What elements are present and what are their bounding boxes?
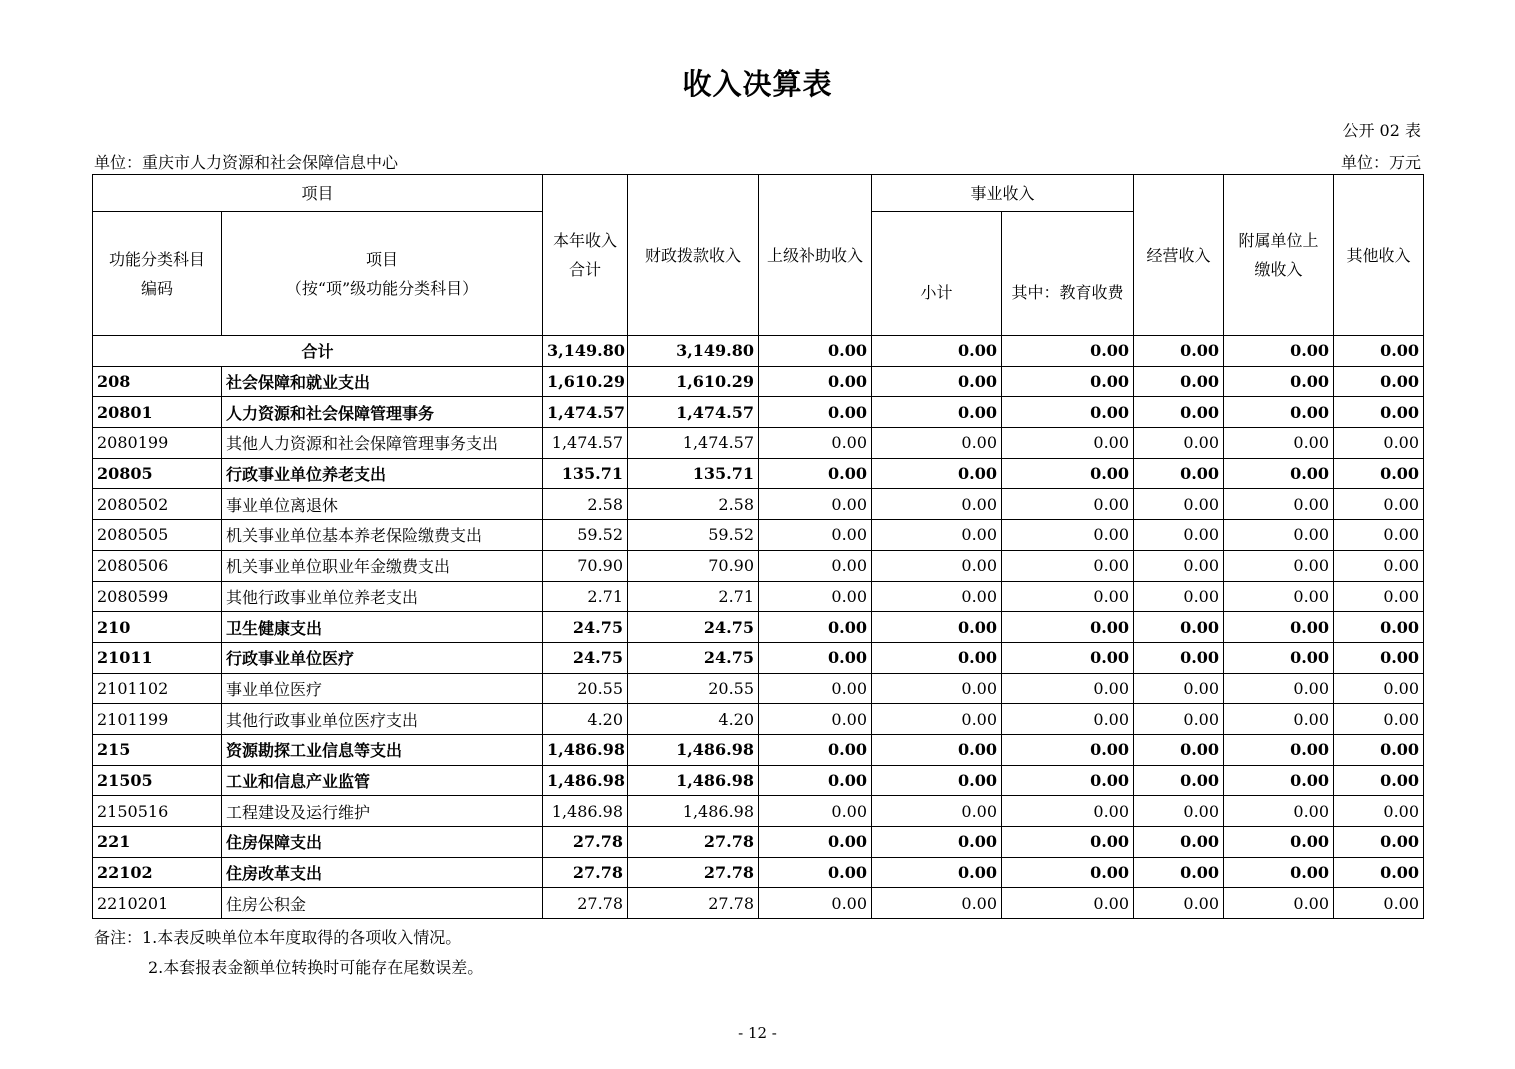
row-value: 2.58 bbox=[543, 489, 628, 520]
row-name: 其他行政事业单位养老支出 bbox=[222, 581, 543, 612]
row-value: 0.00 bbox=[1002, 642, 1134, 673]
row-value: 0.00 bbox=[1002, 550, 1134, 581]
row-value: 0.00 bbox=[1002, 796, 1134, 827]
row-value: 0.00 bbox=[759, 734, 872, 765]
row-value: 0.00 bbox=[872, 550, 1002, 581]
row-value: 0.00 bbox=[1334, 520, 1424, 551]
row-value: 0.00 bbox=[759, 827, 872, 858]
row-value: 0.00 bbox=[872, 888, 1002, 919]
row-value: 0.00 bbox=[1134, 765, 1224, 796]
row-value: 0.00 bbox=[1224, 520, 1334, 551]
row-value: 0.00 bbox=[1002, 458, 1134, 489]
total-cell: 0.00 bbox=[1134, 336, 1224, 367]
row-value: 2.71 bbox=[543, 581, 628, 612]
row-name: 工业和信息产业监管 bbox=[222, 765, 543, 796]
row-value: 1,474.57 bbox=[628, 397, 759, 428]
row-value: 0.00 bbox=[759, 642, 872, 673]
row-value: 70.90 bbox=[543, 550, 628, 581]
row-value: 0.00 bbox=[1334, 765, 1424, 796]
row-value: 0.00 bbox=[1002, 612, 1134, 643]
currency-unit: 单位：万元 bbox=[1340, 153, 1421, 172]
row-code: 208 bbox=[93, 366, 222, 397]
header-superior: 上级补助收入 bbox=[759, 175, 872, 336]
row-value: 0.00 bbox=[1002, 489, 1134, 520]
table-row bbox=[93, 489, 1424, 520]
row-value: 4.20 bbox=[543, 704, 628, 735]
row-value: 0.00 bbox=[1134, 734, 1224, 765]
page-title: 收入决算表 bbox=[682, 67, 833, 101]
row-name: 事业单位离退休 bbox=[222, 489, 543, 520]
row-value: 27.78 bbox=[628, 888, 759, 919]
row-code: 2080199 bbox=[93, 428, 222, 459]
row-code: 2080506 bbox=[93, 550, 222, 581]
row-value: 0.00 bbox=[1002, 397, 1134, 428]
row-name: 住房公积金 bbox=[222, 888, 543, 919]
form-number: 公开 02 表 bbox=[1342, 121, 1421, 140]
row-value: 0.00 bbox=[872, 642, 1002, 673]
table-row bbox=[93, 366, 1424, 397]
row-value: 0.00 bbox=[759, 673, 872, 704]
row-value: 0.00 bbox=[759, 612, 872, 643]
row-value: 0.00 bbox=[1224, 550, 1334, 581]
row-value: 0.00 bbox=[1224, 704, 1334, 735]
table-row bbox=[93, 550, 1424, 581]
row-value: 0.00 bbox=[1002, 366, 1134, 397]
row-value: 0.00 bbox=[1334, 704, 1424, 735]
row-value: 0.00 bbox=[1002, 673, 1134, 704]
row-value: 0.00 bbox=[1002, 734, 1134, 765]
row-code: 2080599 bbox=[93, 581, 222, 612]
total-cell: 3,149.80 bbox=[628, 336, 759, 367]
row-value: 0.00 bbox=[1334, 673, 1424, 704]
header-item: 项目 （按“项”级功能分类科目） bbox=[222, 212, 543, 336]
row-value: 24.75 bbox=[543, 642, 628, 673]
row-value: 0.00 bbox=[1134, 673, 1224, 704]
row-value: 27.78 bbox=[543, 857, 628, 888]
row-value: 0.00 bbox=[872, 366, 1002, 397]
row-value: 0.00 bbox=[872, 796, 1002, 827]
row-value: 0.00 bbox=[1334, 581, 1424, 612]
row-value: 0.00 bbox=[1224, 428, 1334, 459]
row-name: 机关事业单位职业年金缴费支出 bbox=[222, 550, 543, 581]
row-value: 0.00 bbox=[1334, 734, 1424, 765]
row-value: 0.00 bbox=[1224, 458, 1334, 489]
row-name: 其他行政事业单位医疗支出 bbox=[222, 704, 543, 735]
row-value: 1,486.98 bbox=[543, 734, 628, 765]
table-row bbox=[93, 827, 1424, 858]
row-value: 0.00 bbox=[1134, 704, 1224, 735]
row-name: 行政事业单位医疗 bbox=[222, 642, 543, 673]
note-1: 备注：1.本表反映单位本年度取得的各项收入情况。 bbox=[94, 928, 462, 947]
row-name: 其他人力资源和社会保障管理事务支出 bbox=[222, 428, 543, 459]
row-value: 0.00 bbox=[1334, 888, 1424, 919]
row-value: 0.00 bbox=[1334, 458, 1424, 489]
table-row bbox=[93, 612, 1424, 643]
row-value: 27.78 bbox=[543, 827, 628, 858]
header-total: 本年收入 合计 bbox=[543, 175, 628, 336]
row-name: 卫生健康支出 bbox=[222, 612, 543, 643]
row-value: 0.00 bbox=[1224, 489, 1334, 520]
row-name: 行政事业单位养老支出 bbox=[222, 458, 543, 489]
row-value: 0.00 bbox=[872, 734, 1002, 765]
total-cell: 0.00 bbox=[759, 336, 872, 367]
row-value: 27.78 bbox=[628, 827, 759, 858]
table-row bbox=[93, 642, 1424, 673]
table-row bbox=[93, 888, 1424, 919]
row-value: 0.00 bbox=[759, 428, 872, 459]
header-fiscal: 财政拨款收入 bbox=[628, 175, 759, 336]
total-cell: 0.00 bbox=[1002, 336, 1134, 367]
row-value: 0.00 bbox=[872, 827, 1002, 858]
row-value: 0.00 bbox=[872, 704, 1002, 735]
row-value: 70.90 bbox=[628, 550, 759, 581]
row-value: 1,610.29 bbox=[543, 366, 628, 397]
table-row bbox=[93, 704, 1424, 735]
row-name: 人力资源和社会保障管理事务 bbox=[222, 397, 543, 428]
row-value: 0.00 bbox=[1134, 520, 1224, 551]
row-value: 0.00 bbox=[1002, 520, 1134, 551]
reporting-unit: 单位：重庆市人力资源和社会保障信息中心 bbox=[94, 153, 399, 172]
row-name: 机关事业单位基本养老保险缴费支出 bbox=[222, 520, 543, 551]
row-value: 0.00 bbox=[1134, 642, 1224, 673]
row-value: 0.00 bbox=[872, 428, 1002, 459]
header-other: 其他收入 bbox=[1334, 175, 1424, 336]
row-value: 0.00 bbox=[1134, 612, 1224, 643]
row-value: 0.00 bbox=[1334, 857, 1424, 888]
row-code: 20801 bbox=[93, 397, 222, 428]
row-value: 0.00 bbox=[1224, 673, 1334, 704]
row-value: 0.00 bbox=[1334, 642, 1424, 673]
row-value: 0.00 bbox=[759, 888, 872, 919]
row-name: 住房保障支出 bbox=[222, 827, 543, 858]
row-value: 0.00 bbox=[759, 796, 872, 827]
row-value: 0.00 bbox=[872, 520, 1002, 551]
row-name: 社会保障和就业支出 bbox=[222, 366, 543, 397]
row-value: 0.00 bbox=[1002, 581, 1134, 612]
row-value: 0.00 bbox=[1334, 366, 1424, 397]
row-value: 0.00 bbox=[872, 857, 1002, 888]
row-value: 0.00 bbox=[1002, 765, 1134, 796]
row-value: 0.00 bbox=[1224, 857, 1334, 888]
row-value: 0.00 bbox=[1224, 888, 1334, 919]
row-value: 1,486.98 bbox=[543, 765, 628, 796]
row-value: 0.00 bbox=[872, 581, 1002, 612]
row-value: 24.75 bbox=[628, 642, 759, 673]
row-value: 1,486.98 bbox=[628, 796, 759, 827]
row-value: 0.00 bbox=[1002, 428, 1134, 459]
row-value: 0.00 bbox=[1224, 642, 1334, 673]
row-value: 0.00 bbox=[1224, 796, 1334, 827]
row-value: 0.00 bbox=[1134, 581, 1224, 612]
row-code: 2150516 bbox=[93, 796, 222, 827]
row-code: 210 bbox=[93, 612, 222, 643]
row-value: 0.00 bbox=[1224, 366, 1334, 397]
row-value: 0.00 bbox=[1002, 704, 1134, 735]
row-value: 0.00 bbox=[759, 765, 872, 796]
total-label: 合计 bbox=[93, 336, 543, 367]
row-value: 1,474.57 bbox=[543, 397, 628, 428]
row-value: 4.20 bbox=[628, 704, 759, 735]
row-value: 1,486.98 bbox=[628, 765, 759, 796]
row-value: 135.71 bbox=[543, 458, 628, 489]
total-cell: 0.00 bbox=[1224, 336, 1334, 367]
row-value: 0.00 bbox=[1134, 397, 1224, 428]
row-value: 0.00 bbox=[759, 857, 872, 888]
row-value: 0.00 bbox=[1134, 550, 1224, 581]
total-row bbox=[93, 336, 1424, 367]
row-name: 事业单位医疗 bbox=[222, 673, 543, 704]
row-code: 20805 bbox=[93, 458, 222, 489]
row-value: 0.00 bbox=[1134, 489, 1224, 520]
row-value: 0.00 bbox=[1134, 796, 1224, 827]
row-value: 0.00 bbox=[759, 581, 872, 612]
row-value: 0.00 bbox=[759, 397, 872, 428]
table-row bbox=[93, 765, 1424, 796]
header-affiliated: 附属单位上 缴收入 bbox=[1224, 175, 1334, 336]
header-business-education: 其中：教育收费 bbox=[1002, 212, 1134, 336]
row-value: 0.00 bbox=[1224, 397, 1334, 428]
row-code: 2210201 bbox=[93, 888, 222, 919]
row-value: 0.00 bbox=[1224, 734, 1334, 765]
row-value: 0.00 bbox=[1224, 765, 1334, 796]
row-code: 215 bbox=[93, 734, 222, 765]
row-value: 0.00 bbox=[1334, 428, 1424, 459]
header-business-subtotal: 小计 bbox=[872, 212, 1002, 336]
row-value: 0.00 bbox=[1224, 612, 1334, 643]
table-row bbox=[93, 734, 1424, 765]
row-value: 1,610.29 bbox=[628, 366, 759, 397]
table-row bbox=[93, 581, 1424, 612]
row-value: 0.00 bbox=[1224, 581, 1334, 612]
row-value: 1,474.57 bbox=[628, 428, 759, 459]
row-value: 2.58 bbox=[628, 489, 759, 520]
row-value: 0.00 bbox=[759, 366, 872, 397]
row-value: 0.00 bbox=[759, 520, 872, 551]
row-value: 0.00 bbox=[1134, 827, 1224, 858]
row-code: 2101102 bbox=[93, 673, 222, 704]
row-value: 135.71 bbox=[628, 458, 759, 489]
table-row bbox=[93, 673, 1424, 704]
row-value: 0.00 bbox=[872, 673, 1002, 704]
row-value: 0.00 bbox=[1134, 857, 1224, 888]
total-cell: 0.00 bbox=[1334, 336, 1424, 367]
row-value: 20.55 bbox=[543, 673, 628, 704]
page-number: - 12 - bbox=[738, 1024, 777, 1042]
table-row bbox=[93, 857, 1424, 888]
row-value: 1,474.57 bbox=[543, 428, 628, 459]
row-value: 0.00 bbox=[1334, 489, 1424, 520]
total-cell: 0.00 bbox=[872, 336, 1002, 367]
row-value: 24.75 bbox=[543, 612, 628, 643]
row-code: 22102 bbox=[93, 857, 222, 888]
header-code: 功能分类科目 编码 bbox=[93, 212, 222, 336]
income-table bbox=[92, 174, 1424, 919]
table-row bbox=[93, 796, 1424, 827]
row-value: 0.00 bbox=[872, 489, 1002, 520]
row-code: 21505 bbox=[93, 765, 222, 796]
row-value: 59.52 bbox=[628, 520, 759, 551]
table-row bbox=[93, 397, 1424, 428]
row-code: 221 bbox=[93, 827, 222, 858]
table-row bbox=[93, 428, 1424, 459]
row-value: 27.78 bbox=[628, 857, 759, 888]
row-value: 59.52 bbox=[543, 520, 628, 551]
row-code: 2101199 bbox=[93, 704, 222, 735]
header-project: 项目 bbox=[93, 175, 543, 212]
row-value: 0.00 bbox=[872, 765, 1002, 796]
row-code: 21011 bbox=[93, 642, 222, 673]
row-name: 工程建设及运行维护 bbox=[222, 796, 543, 827]
row-code: 2080505 bbox=[93, 520, 222, 551]
table-row bbox=[93, 520, 1424, 551]
row-value: 0.00 bbox=[1134, 458, 1224, 489]
row-value: 0.00 bbox=[1334, 550, 1424, 581]
row-value: 27.78 bbox=[543, 888, 628, 919]
row-name: 住房改革支出 bbox=[222, 857, 543, 888]
row-value: 0.00 bbox=[1334, 612, 1424, 643]
row-value: 0.00 bbox=[872, 612, 1002, 643]
row-value: 20.55 bbox=[628, 673, 759, 704]
row-value: 1,486.98 bbox=[628, 734, 759, 765]
header-business: 事业收入 bbox=[872, 175, 1134, 212]
row-value: 0.00 bbox=[759, 704, 872, 735]
row-value: 0.00 bbox=[1002, 888, 1134, 919]
row-value: 1,486.98 bbox=[543, 796, 628, 827]
row-value: 0.00 bbox=[759, 458, 872, 489]
header-operating: 经营收入 bbox=[1134, 175, 1224, 336]
note-2: 2.本套报表金额单位转换时可能存在尾数误差。 bbox=[148, 958, 484, 977]
row-value: 0.00 bbox=[1224, 827, 1334, 858]
row-value: 2.71 bbox=[628, 581, 759, 612]
row-value: 0.00 bbox=[1334, 796, 1424, 827]
row-value: 0.00 bbox=[872, 458, 1002, 489]
row-value: 24.75 bbox=[628, 612, 759, 643]
total-cell: 3,149.80 bbox=[543, 336, 628, 367]
row-value: 0.00 bbox=[1134, 366, 1224, 397]
table-row bbox=[93, 458, 1424, 489]
row-value: 0.00 bbox=[1334, 397, 1424, 428]
row-value: 0.00 bbox=[759, 550, 872, 581]
row-value: 0.00 bbox=[1134, 888, 1224, 919]
row-value: 0.00 bbox=[872, 397, 1002, 428]
row-code: 2080502 bbox=[93, 489, 222, 520]
row-value: 0.00 bbox=[1002, 827, 1134, 858]
row-value: 0.00 bbox=[1134, 428, 1224, 459]
row-value: 0.00 bbox=[759, 489, 872, 520]
row-value: 0.00 bbox=[1002, 857, 1134, 888]
row-value: 0.00 bbox=[1334, 827, 1424, 858]
row-name: 资源勘探工业信息等支出 bbox=[222, 734, 543, 765]
